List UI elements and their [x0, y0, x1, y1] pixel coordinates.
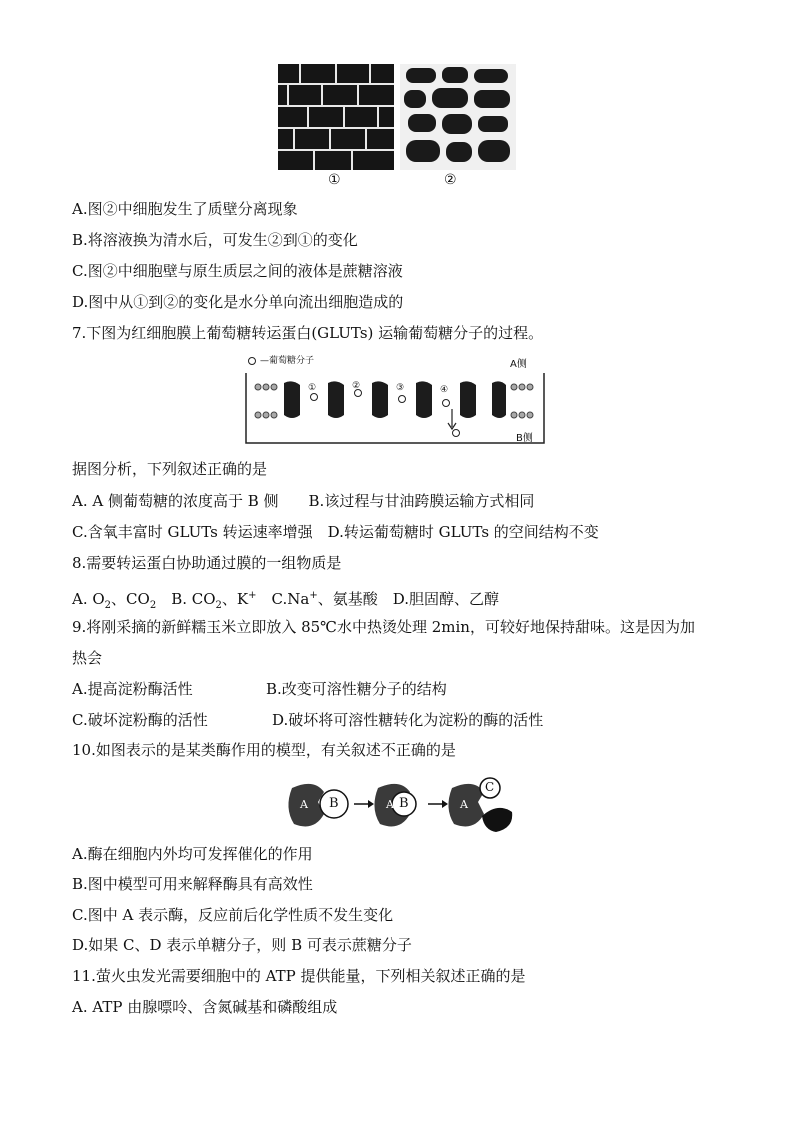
glucose-legend: —葡萄糖分子	[260, 356, 315, 366]
q6-option-b: B.将溶液换为清水后，可发生②到①的变化	[72, 231, 358, 249]
q7-options-cd: C.含氧丰富时 GLUTs 转运速率增强 D.转运葡萄糖时 GLUTs 的空间结构不变	[72, 523, 599, 541]
enzyme-label-a1: A	[300, 798, 308, 811]
q11-stem: 11.萤火虫发光需要细胞中的 ATP 提供能量，下列相关叙述正确的是	[72, 967, 526, 985]
enzyme-label-a3: A	[460, 798, 468, 811]
step-label-1: ①	[308, 383, 317, 393]
q7-stem: 7.下图为红细胞膜上葡萄糖转运蛋白(GLUTs) 运输葡萄糖分子的过程。	[72, 324, 544, 342]
q8-stem: 8.需要转运蛋白协助通过膜的一组物质是	[72, 554, 342, 572]
q9-option-a: A.提高淀粉酶活性	[72, 680, 193, 698]
q6-option-c: C.图②中细胞壁与原生质层之间的液体是蔗糖溶液	[72, 262, 403, 280]
step-label-2: ②	[352, 381, 361, 391]
q9-option-d: D.破坏将可溶性糖转化为淀粉的酶的活性	[272, 711, 544, 729]
plasmolysis-micrographs	[278, 64, 516, 192]
figure-label-2: ②	[444, 172, 457, 188]
substrate-label-b2: B	[399, 796, 409, 811]
figure-label-1: ①	[328, 172, 341, 188]
q10-option-b: B.图中模型可用来解释酶具有高效性	[72, 875, 313, 893]
glut-figure	[244, 353, 548, 449]
plasmolysis-figure	[278, 64, 516, 192]
q6-option-a: A.图②中细胞发生了质壁分离现象	[72, 200, 298, 218]
q10-option-c: C.图中 A 表示酶，反应前后化学性质不发生变化	[72, 906, 394, 924]
q11-option-a: A. ATP 由腺嘌呤、含氮碱基和磷酸组成	[72, 998, 338, 1016]
q8-options: A. $O_2$、$CO_2$ B. $CO_2$、K+ C.Na+、氨基酸 D.胆固醇、乙醇	[72, 590, 499, 611]
substrate-label-b1: B	[329, 796, 339, 811]
q7-options-ab: A. A 侧葡萄糖的浓度高于 B 侧 B.该过程与甘油跨膜运输方式相同	[72, 492, 535, 510]
step-label-4: ④	[440, 385, 449, 395]
q9-option-c: C.破坏淀粉酶的活性	[72, 711, 208, 729]
q10-option-a: A.酶在细胞内外均可发挥催化的作用	[72, 845, 313, 863]
step-label-3: ③	[396, 383, 405, 393]
product-label-c: C	[485, 780, 495, 794]
side-a-label: A侧	[510, 359, 527, 370]
glut-membrane-diagram	[244, 353, 548, 449]
enzyme-model-figure	[284, 772, 516, 842]
q9-stem-line2: 热会	[72, 649, 103, 667]
side-b-label: B侧	[516, 433, 533, 444]
enzyme-label-a2: A	[386, 798, 394, 811]
q7-prompt: 据图分析，下列叙述正确的是	[72, 460, 268, 478]
q9-stem-line1: 9.将刚采摘的新鲜糯玉米立即放入 85℃水中热烫处理 2min，可较好地保持甜味。这是因为加	[72, 618, 695, 636]
q10-stem: 10.如图表示的是某类酶作用的模型，有关叙述不正确的是	[72, 741, 456, 759]
q9-option-b: B.改变可溶性糖分子的结构	[266, 680, 447, 698]
q6-option-d: D.图中从①到②的变化是水分单向流出细胞造成的	[72, 293, 404, 311]
q10-option-d: D.如果 C、D 表示单糖分子，则 B 可表示蔗糖分子	[72, 936, 412, 954]
